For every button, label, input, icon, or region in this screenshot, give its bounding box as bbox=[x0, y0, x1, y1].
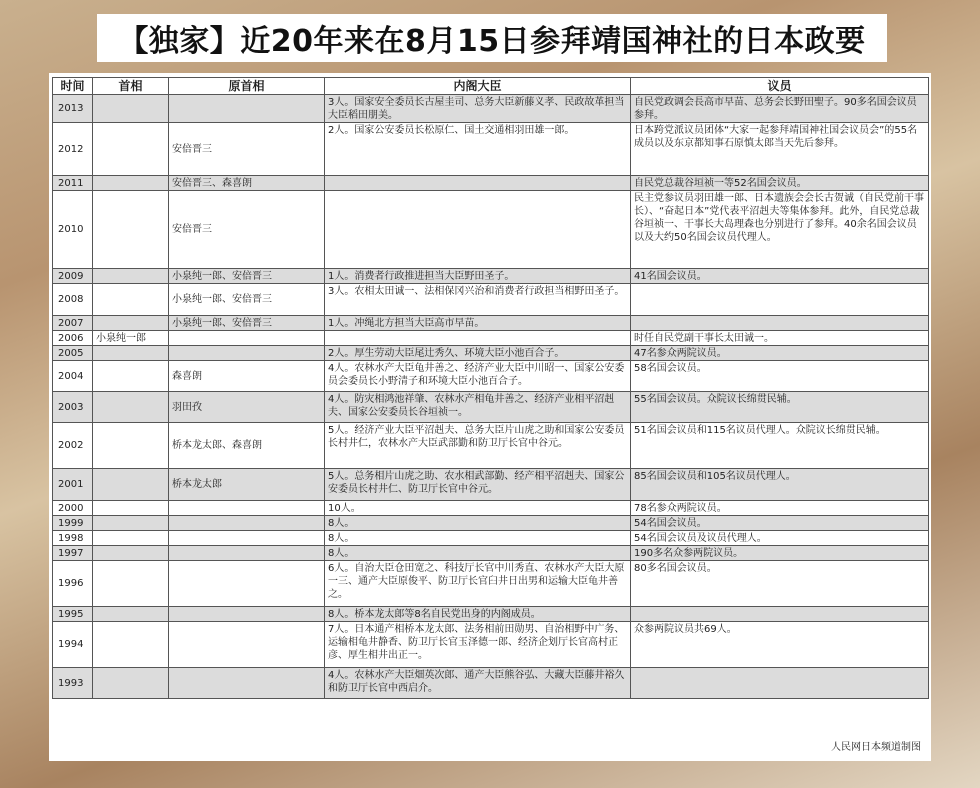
year-cell: 2011 bbox=[53, 176, 93, 191]
visits-table bbox=[52, 77, 929, 699]
diet-cell: 54名国会议员及议员代理人。 bbox=[631, 531, 929, 546]
cabinet-cell: 3人。国家安全委员长古屋圭司、总务大臣新藤义孝、民政故革担当大臣稻田朋美。 bbox=[325, 95, 631, 123]
table-row bbox=[53, 269, 929, 284]
pm-cell bbox=[93, 191, 169, 269]
header-cabinet: 内阁大臣 bbox=[325, 78, 631, 95]
diet-cell bbox=[631, 668, 929, 699]
diet-cell bbox=[631, 607, 929, 622]
table-row bbox=[53, 423, 929, 469]
pm-cell bbox=[93, 469, 169, 501]
pm-cell bbox=[93, 546, 169, 561]
table-sheet bbox=[49, 73, 931, 761]
pm-cell bbox=[93, 316, 169, 331]
page-title: 【独家】近20年来在8月15日参拜靖国神社的日本政要 bbox=[118, 24, 866, 59]
year-cell: 2010 bbox=[53, 191, 93, 269]
diet-cell: 时任自民党副干事长太田诚一。 bbox=[631, 331, 929, 346]
pm-cell bbox=[93, 95, 169, 123]
former-pm-cell bbox=[169, 346, 325, 361]
header-row bbox=[53, 78, 929, 95]
diet-cell: 80多名国会议员。 bbox=[631, 561, 929, 607]
title-banner bbox=[97, 14, 887, 62]
year-cell: 2001 bbox=[53, 469, 93, 501]
former-pm-cell: 森喜朗 bbox=[169, 361, 325, 392]
year-cell: 2004 bbox=[53, 361, 93, 392]
diet-cell: 54名国会议员。 bbox=[631, 516, 929, 531]
year-cell: 2008 bbox=[53, 284, 93, 316]
pm-cell bbox=[93, 123, 169, 176]
pm-cell bbox=[93, 622, 169, 668]
credit-text: 人民网日本频道制图 bbox=[831, 742, 921, 753]
table-row bbox=[53, 316, 929, 331]
table-row bbox=[53, 501, 929, 516]
cabinet-cell bbox=[325, 176, 631, 191]
cabinet-cell: 5人。总务相片山虎之助、农水相武部勤、经产相平沼赳夫、国家公安委员长村井仁、防卫厅长官中谷元。 bbox=[325, 469, 631, 501]
former-pm-cell bbox=[169, 546, 325, 561]
former-pm-cell: 小泉纯一郎、安倍晋三 bbox=[169, 284, 325, 316]
cabinet-cell bbox=[325, 331, 631, 346]
pm-cell bbox=[93, 284, 169, 316]
former-pm-cell bbox=[169, 607, 325, 622]
year-cell: 1993 bbox=[53, 668, 93, 699]
cabinet-cell: 6人。自治大臣仓田宽之、科技厅长官中川秀直、农林水产大臣大原一三、通产大臣原俊平、防卫厅长官臼井日出男和运输大臣龟井善之。 bbox=[325, 561, 631, 607]
year-cell: 2003 bbox=[53, 392, 93, 423]
table-row bbox=[53, 123, 929, 176]
table-row bbox=[53, 531, 929, 546]
table-row bbox=[53, 284, 929, 316]
year-cell: 1994 bbox=[53, 622, 93, 668]
cabinet-cell bbox=[325, 191, 631, 269]
diet-cell bbox=[631, 316, 929, 331]
year-cell: 2013 bbox=[53, 95, 93, 123]
cabinet-cell: 8人。 bbox=[325, 531, 631, 546]
year-cell: 2002 bbox=[53, 423, 93, 469]
table-row bbox=[53, 331, 929, 346]
pm-cell bbox=[93, 516, 169, 531]
former-pm-cell bbox=[169, 561, 325, 607]
former-pm-cell: 小泉纯一郎、安倍晋三 bbox=[169, 316, 325, 331]
header-former-pm: 原首相 bbox=[169, 78, 325, 95]
cabinet-cell: 1人。消费者行政推进担当大臣野田圣子。 bbox=[325, 269, 631, 284]
former-pm-cell bbox=[169, 668, 325, 699]
diet-cell: 51名国会议员和115名议员代理人。众院议长绵贯民辅。 bbox=[631, 423, 929, 469]
year-cell: 1998 bbox=[53, 531, 93, 546]
header-pm: 首相 bbox=[93, 78, 169, 95]
former-pm-cell: 小泉纯一郎、安倍晋三 bbox=[169, 269, 325, 284]
former-pm-cell: 安倍晋三 bbox=[169, 123, 325, 176]
year-cell: 2009 bbox=[53, 269, 93, 284]
table-row bbox=[53, 361, 929, 392]
cabinet-cell: 8人。 bbox=[325, 546, 631, 561]
cabinet-cell: 3人。农相太田诚一、法相保冈兴治和消费者行政担当相野田圣子。 bbox=[325, 284, 631, 316]
former-pm-cell bbox=[169, 95, 325, 123]
table-row bbox=[53, 668, 929, 699]
table-row bbox=[53, 607, 929, 622]
year-cell: 1997 bbox=[53, 546, 93, 561]
year-cell: 2007 bbox=[53, 316, 93, 331]
cabinet-cell: 2人。国家公安委员长松原仁、国土交通相羽田雄一郎。 bbox=[325, 123, 631, 176]
pm-cell bbox=[93, 269, 169, 284]
diet-cell: 47名参众两院议员。 bbox=[631, 346, 929, 361]
former-pm-cell bbox=[169, 531, 325, 546]
cabinet-cell: 4人。农林水产大臣龟井善之、经济产业大臣中川昭一、国家公安委员会委员长小野清子和环境大臣小池百合子。 bbox=[325, 361, 631, 392]
year-cell: 2005 bbox=[53, 346, 93, 361]
pm-cell bbox=[93, 361, 169, 392]
table-row bbox=[53, 392, 929, 423]
diet-cell: 55名国会议员。众院议长绵贯民辅。 bbox=[631, 392, 929, 423]
former-pm-cell bbox=[169, 622, 325, 668]
table-row bbox=[53, 561, 929, 607]
diet-cell bbox=[631, 284, 929, 316]
pm-cell bbox=[93, 607, 169, 622]
pm-cell bbox=[93, 501, 169, 516]
diet-cell: 民主党参议员羽田雄一郎、日本遗族会会长古贺诚（自民党前干事长）、“奋起日本”党代表平沼赳夫等集体参拜。此外，自民党总裁谷垣祯一、干事长大岛理森也分别进行了参拜。40余名国会议员以及大约50名国会议员代理人。 bbox=[631, 191, 929, 269]
pm-cell bbox=[93, 176, 169, 191]
table-row bbox=[53, 546, 929, 561]
table-row bbox=[53, 469, 929, 501]
cabinet-cell: 10人。 bbox=[325, 501, 631, 516]
cabinet-cell: 4人。农林水产大臣畑英次郎、通产大臣熊谷弘、大藏大臣藤井裕久和防卫厅长官中西启介。 bbox=[325, 668, 631, 699]
header-diet: 议员 bbox=[631, 78, 929, 95]
diet-cell: 众参两院议员共69人。 bbox=[631, 622, 929, 668]
former-pm-cell: 桥本龙太郎 bbox=[169, 469, 325, 501]
table-row bbox=[53, 346, 929, 361]
pm-cell: 小泉纯一郎 bbox=[93, 331, 169, 346]
year-cell: 2000 bbox=[53, 501, 93, 516]
former-pm-cell: 羽田孜 bbox=[169, 392, 325, 423]
table-row bbox=[53, 95, 929, 123]
table-row bbox=[53, 516, 929, 531]
cabinet-cell: 8人。桥本龙太郎等8名自民党出身的内阁成员。 bbox=[325, 607, 631, 622]
cabinet-cell: 8人。 bbox=[325, 516, 631, 531]
diet-cell: 41名国会议员。 bbox=[631, 269, 929, 284]
year-cell: 2012 bbox=[53, 123, 93, 176]
cabinet-cell: 4人。防灾相鸿池祥肇、农林水产相龟井善之、经济产业相平沼赳夫、国家公安委员长谷垣祯一。 bbox=[325, 392, 631, 423]
year-cell: 2006 bbox=[53, 331, 93, 346]
cabinet-cell: 7人。日本通产相桥本龙太郎、法务相前田勋男、自治相野中广务、运输相龟井静香、防卫厅长官玉泽德一郎、经济企划厅长官高村正彦、厚生相井出正一。 bbox=[325, 622, 631, 668]
pm-cell bbox=[93, 531, 169, 546]
pm-cell bbox=[93, 561, 169, 607]
cabinet-cell: 5人。经济产业大臣平沼赳夫、总务大臣片山虎之助和国家公安委员长村井仁，农林水产大臣武部勤和防卫厅长官中谷元。 bbox=[325, 423, 631, 469]
diet-cell: 日本跨党派议员团体“大家一起参拜靖国神社国会议员会”的55名成员以及东京都知事石原慎太郎当天先后参拜。 bbox=[631, 123, 929, 176]
former-pm-cell bbox=[169, 501, 325, 516]
year-cell: 1995 bbox=[53, 607, 93, 622]
table-row bbox=[53, 191, 929, 269]
pm-cell bbox=[93, 668, 169, 699]
diet-cell: 190多名众参两院议员。 bbox=[631, 546, 929, 561]
table-row bbox=[53, 622, 929, 668]
pm-cell bbox=[93, 423, 169, 469]
cabinet-cell: 2人。厚生劳动大臣尾辻秀久、环境大臣小池百合子。 bbox=[325, 346, 631, 361]
cabinet-cell: 1人。冲绳北方担当大臣高市早苗。 bbox=[325, 316, 631, 331]
year-cell: 1999 bbox=[53, 516, 93, 531]
diet-cell: 自民党总裁谷垣祯一等52名国会议员。 bbox=[631, 176, 929, 191]
former-pm-cell bbox=[169, 516, 325, 531]
former-pm-cell bbox=[169, 331, 325, 346]
former-pm-cell: 桥本龙太郎、森喜朗 bbox=[169, 423, 325, 469]
diet-cell: 自民党政调会長高市早苗、总务会长野田聖子。90多名国会议员参拜。 bbox=[631, 95, 929, 123]
pm-cell bbox=[93, 346, 169, 361]
pm-cell bbox=[93, 392, 169, 423]
diet-cell: 85名国会议员和105名议员代理人。 bbox=[631, 469, 929, 501]
diet-cell: 78名参众两院议员。 bbox=[631, 501, 929, 516]
diet-cell: 58名国会议员。 bbox=[631, 361, 929, 392]
former-pm-cell: 安倍晋三、森喜朗 bbox=[169, 176, 325, 191]
year-cell: 1996 bbox=[53, 561, 93, 607]
table-row bbox=[53, 176, 929, 191]
former-pm-cell: 安倍晋三 bbox=[169, 191, 325, 269]
header-year: 时间 bbox=[53, 78, 93, 95]
